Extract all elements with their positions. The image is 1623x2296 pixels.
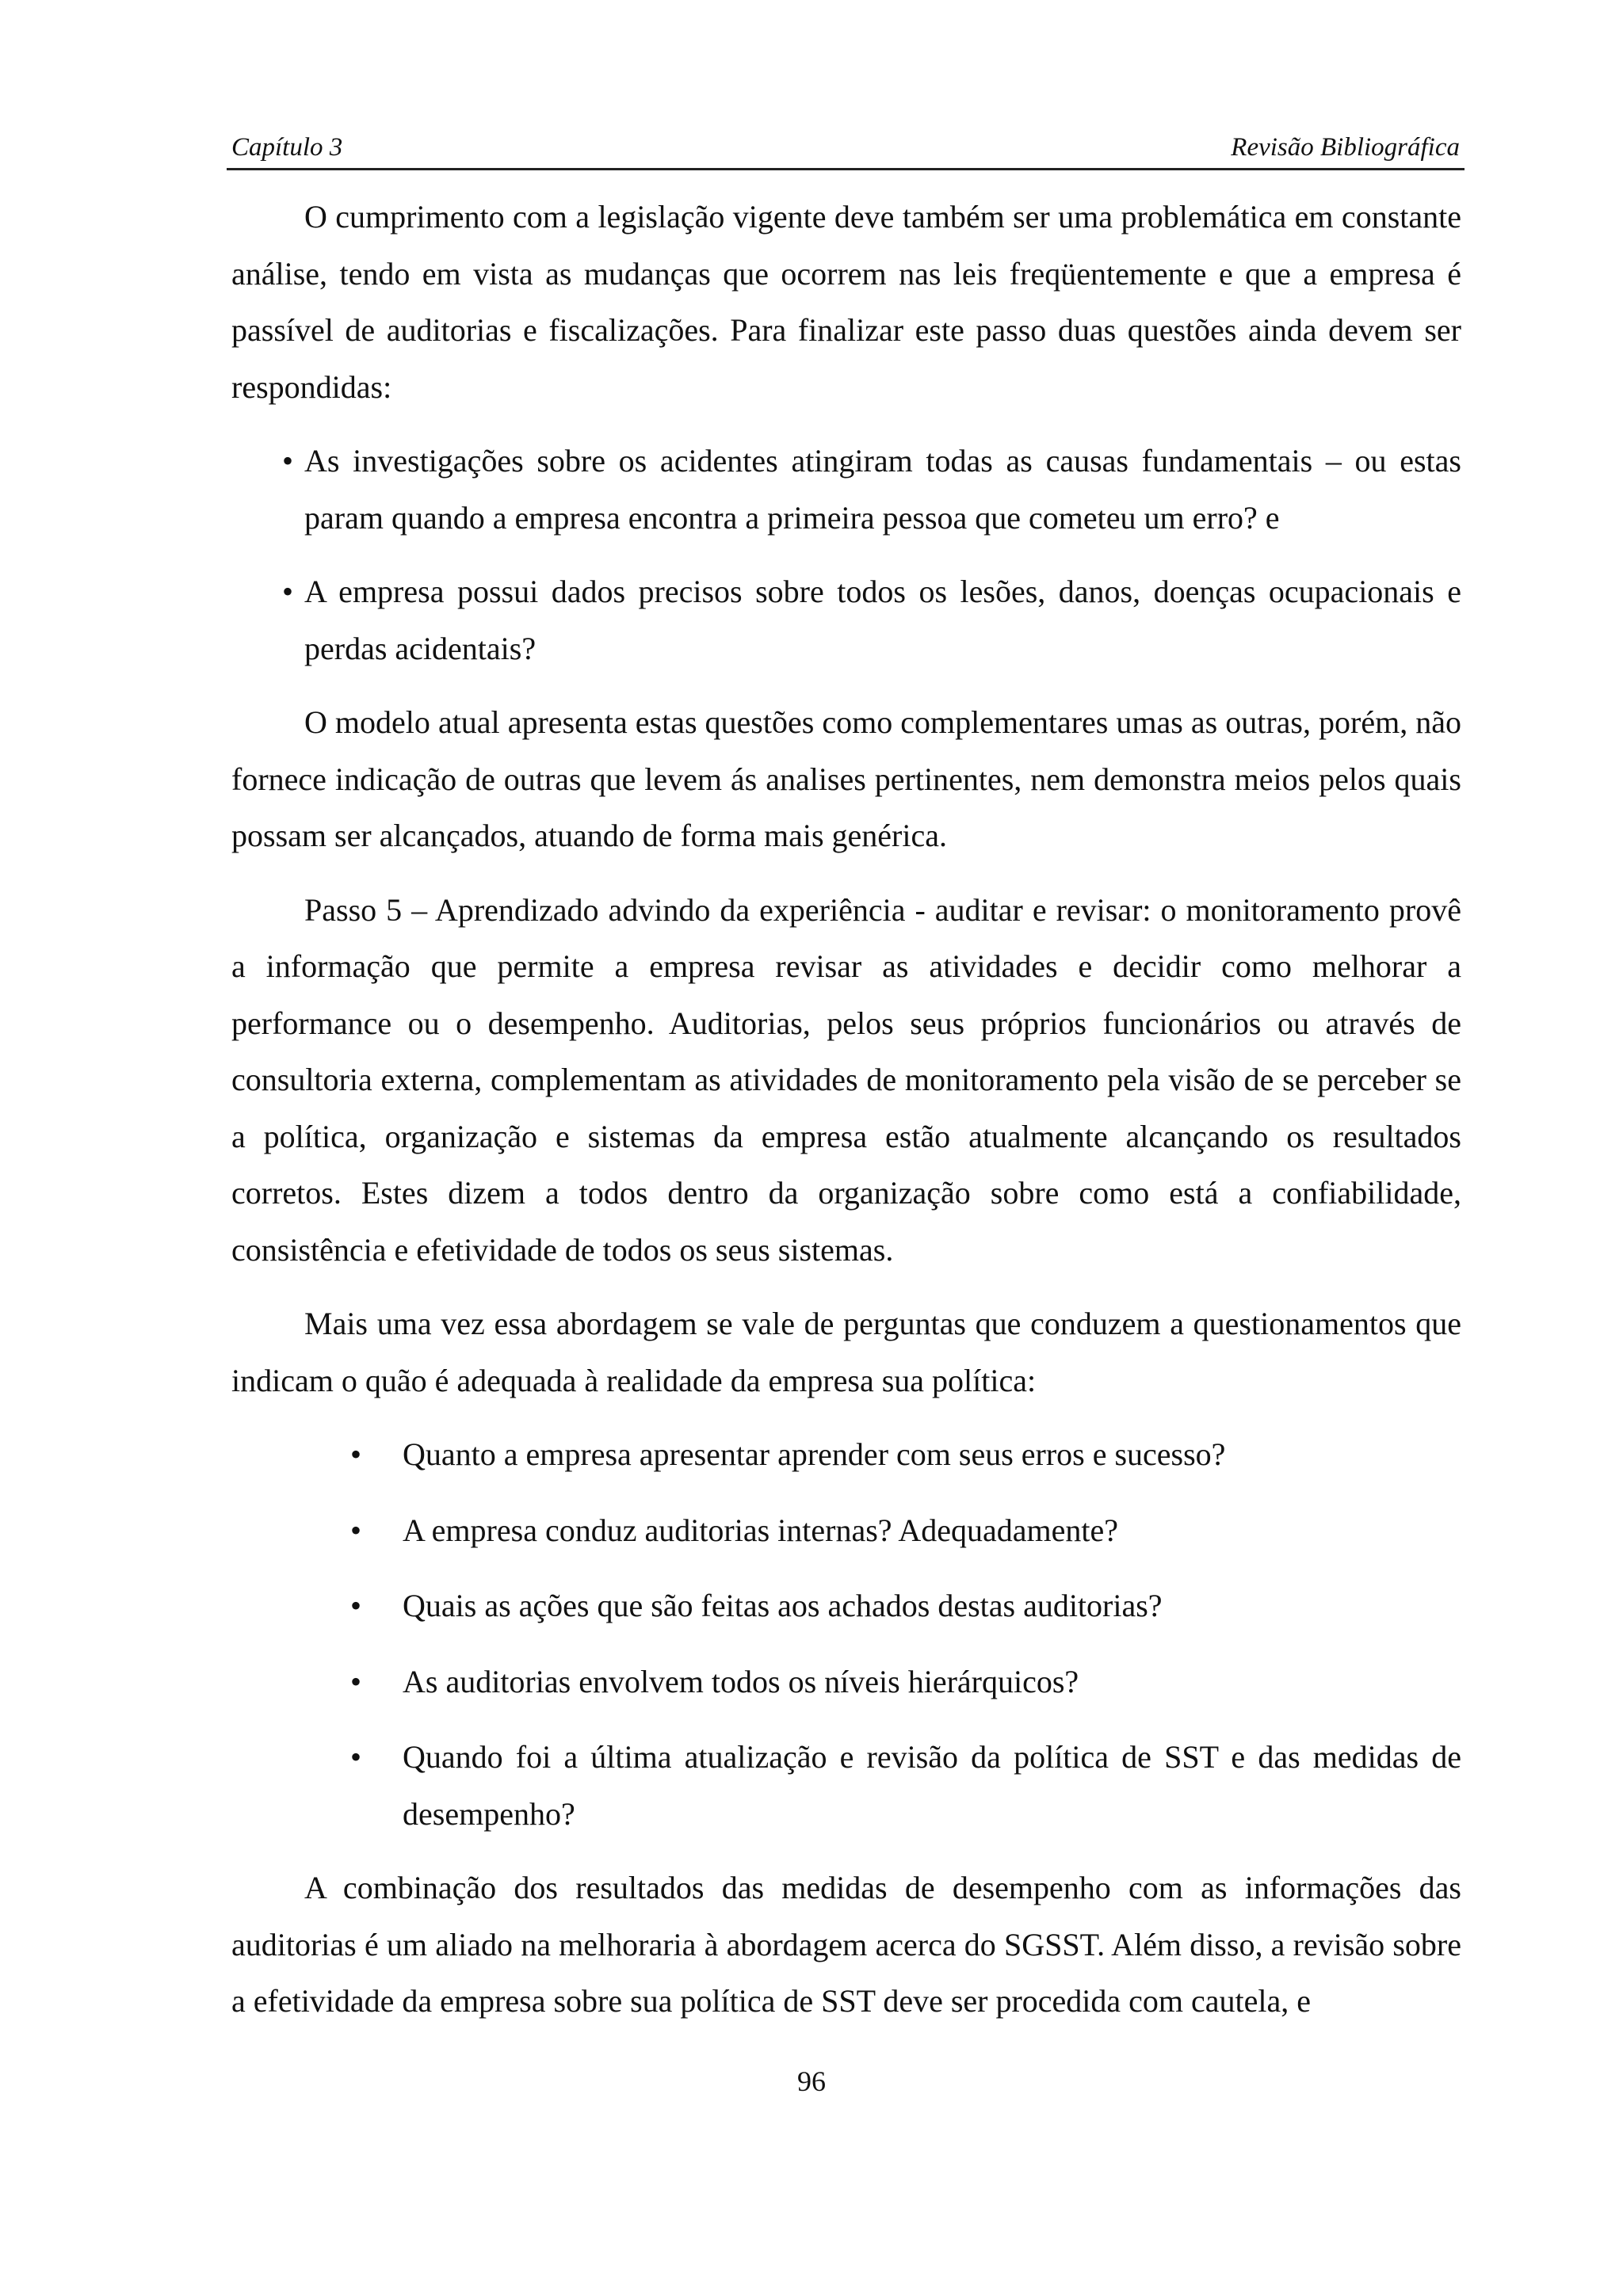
list-item (231, 1577, 1461, 1634)
section-label: Revisão Bibliográfica (1231, 133, 1460, 162)
list-item-text: Quais as ações que são feitas aos achados destas auditorias? (403, 1588, 1163, 1623)
paragraph: A combinação dos resultados das medidas de desempenho com as informações das auditorias é um aliado na melhoraria à abordagem acerca do SGSST. Além disso, a revisão sobre a efetividade da empresa sobre sua política de SST deve ser procedida com cautela, e (231, 1870, 1461, 2019)
bullet-icon: • (282, 443, 294, 479)
running-header (227, 133, 1465, 168)
list-item (231, 1729, 1461, 1842)
bullet-icon: • (350, 1436, 362, 1472)
bullet-icon: • (350, 1512, 362, 1548)
list-item-text: As investigações sobre os acidentes atingiram todas as causas fundamentais – ou estas param quando a empresa encontra a primeira pessoa que cometeu um erro? e (304, 443, 1461, 536)
bullet-icon: • (282, 574, 294, 609)
header-rule (227, 168, 1465, 170)
bullet-icon: • (350, 1663, 362, 1699)
list-item-text: Quando foi a última atualização e revisão da política de SST e das medidas de desempenho? (403, 1739, 1461, 1832)
paragraph: Passo 5 – Aprendizado advindo da experiência - auditar e revisar: o monitoramento provê a informação que permite a empresa revisar as atividades e decidir como melhorar a performance ou o desempenho. Auditorias, pelos seus próprios funcionários ou através de consultoria externa, complementam as atividades de monitoramento pela visão de se perceber se a política, organização e sistemas da empresa estão atualmente alcançando os resultados corretos. Estes dizem a todos dentro da organização sobre como está a confiabilidade, consistência e efetividade de todos os seus sistemas. (231, 891, 1461, 1268)
list-item (231, 1502, 1461, 1559)
chapter-label: Capítulo 3 (231, 133, 343, 162)
paragraph: Mais uma vez essa abordagem se vale de perguntas que conduzem a questionamentos que indicam o quão é adequada à realidade da empresa sua política: (231, 1306, 1461, 1398)
bullet-list (231, 433, 1461, 677)
list-item-text: A empresa conduz auditorias internas? Adequadamente? (403, 1512, 1118, 1548)
list-item (231, 1653, 1461, 1711)
list-item (231, 433, 1461, 546)
bullet-icon: • (350, 1588, 362, 1623)
question-list (231, 1426, 1461, 1842)
body-text (231, 189, 1461, 2030)
list-item-text: Quanto a empresa apresentar aprender com seus erros e sucesso? (403, 1436, 1226, 1472)
bullet-icon: • (350, 1739, 362, 1775)
list-item-text: As auditorias envolvem todos os níveis hierárquicos? (403, 1663, 1079, 1699)
list-item-text: A empresa possui dados precisos sobre todos os lesões, danos, doenças ocupacionais e perdas acidentais? (304, 574, 1461, 666)
paragraph: O modelo atual apresenta estas questões como complementares umas as outras, porém, não fornece indicação de outras que levem ás analises pertinentes, nem demonstra meios pelos quais possam ser alcançados, atuando de forma mais genérica. (231, 704, 1461, 853)
page-number: 96 (797, 2065, 826, 2097)
paragraph: O cumprimento com a legislação vigente deve também ser uma problemática em constante análise, tendo em vista as mudanças que ocorrem nas leis freqüentemente e que a empresa é passível de auditorias e fiscalizações. Para finalizar este passo duas questões ainda devem ser respondidas: (231, 199, 1461, 405)
list-item (231, 1426, 1461, 1483)
list-item (231, 563, 1461, 677)
